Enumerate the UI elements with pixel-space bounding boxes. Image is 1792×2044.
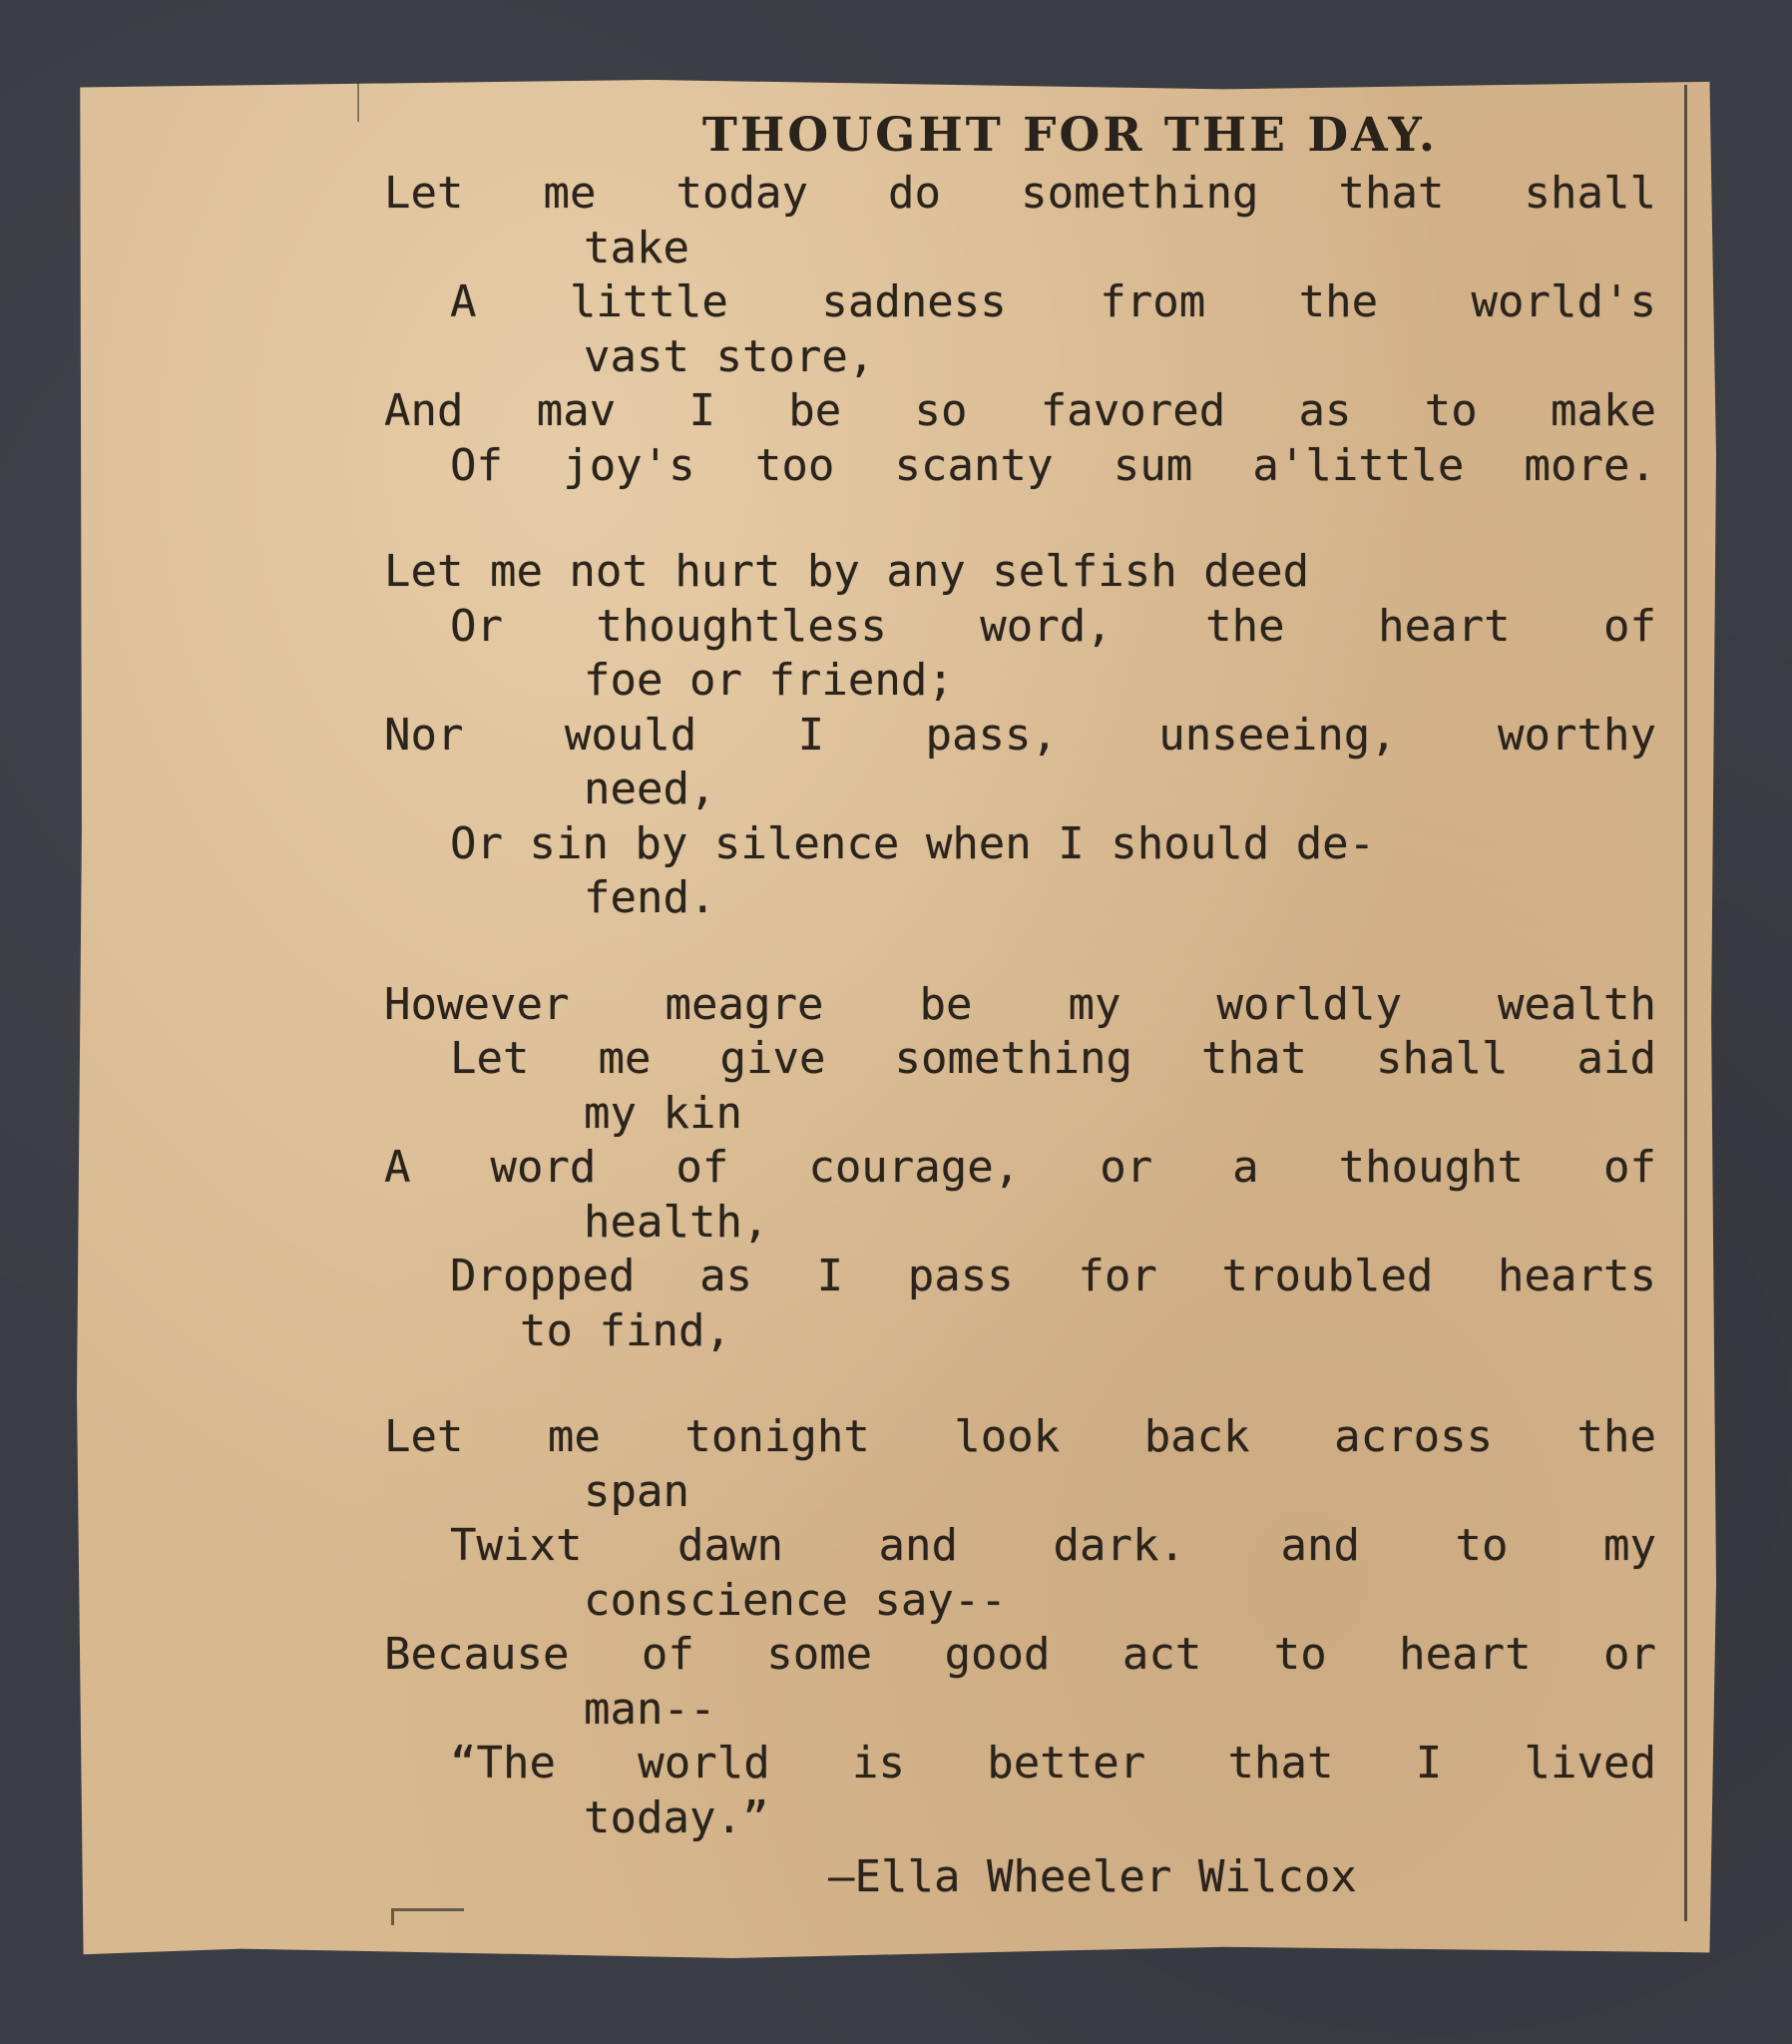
poem-column [384, 105, 1656, 1905]
poem-line: man-- [584, 1683, 716, 1735]
poem-line: Twixt dawn and dark. and to my [450, 1520, 1656, 1571]
poem-line: Or thoughtless word, the heart of [450, 600, 1656, 652]
poem-line: fend. [584, 872, 716, 923]
stanza-4 [384, 1410, 1656, 1845]
stanza-2 [384, 545, 1656, 926]
poem-line: today.” [584, 1791, 769, 1843]
poem-line: Or sin by silence when I should de- [450, 817, 1376, 869]
poem-line: need, [584, 764, 716, 814]
poem-line: Because of some good act to heart or [384, 1629, 1656, 1680]
column-rule [1684, 85, 1687, 1921]
column-rule-fragment [357, 82, 359, 122]
poem-line: A word of courage, or a thought of [384, 1142, 1656, 1193]
poem-line: my kin [584, 1087, 742, 1139]
poem-line: to find, [520, 1304, 731, 1356]
poem-line: Let me tonight look back across the [384, 1411, 1656, 1462]
stanza-3 [384, 978, 1656, 1359]
poem-line: vast store, [584, 330, 875, 382]
poem-line: Let me today do something that shall [384, 168, 1656, 219]
stanza-1 [384, 167, 1656, 493]
poem-attribution: —Ella Wheeler Wilcox [828, 1851, 1357, 1902]
poem-line: Nor would I pass, unseeing, worthy [384, 709, 1656, 761]
poem-line: Let me give something that shall aid [450, 1033, 1656, 1084]
poem-line: And mav I be so favored as to make [384, 385, 1656, 436]
poem-line: Of joy's too scanty sum a'little more. [450, 439, 1656, 491]
poem-line: A little sadness from the world's [450, 276, 1656, 327]
poem-line: span [584, 1465, 689, 1517]
poem-line: However meagre be my worldly wealth [384, 978, 1656, 1030]
poem-line: “The world is better that I lived [450, 1738, 1656, 1788]
poem-line: take [584, 222, 689, 273]
poem-line: Let me not hurt by any selfish deed [384, 546, 1310, 597]
print-mark [391, 1908, 464, 1925]
poem-line: foe or friend; [584, 655, 954, 706]
poem-line: conscience say-- [584, 1574, 1007, 1626]
poem-title: THOUGHT FOR THE DAY. [701, 108, 1439, 163]
poem-line: Dropped as I pass for troubled hearts [450, 1251, 1656, 1301]
poem-line: health, [584, 1196, 769, 1248]
